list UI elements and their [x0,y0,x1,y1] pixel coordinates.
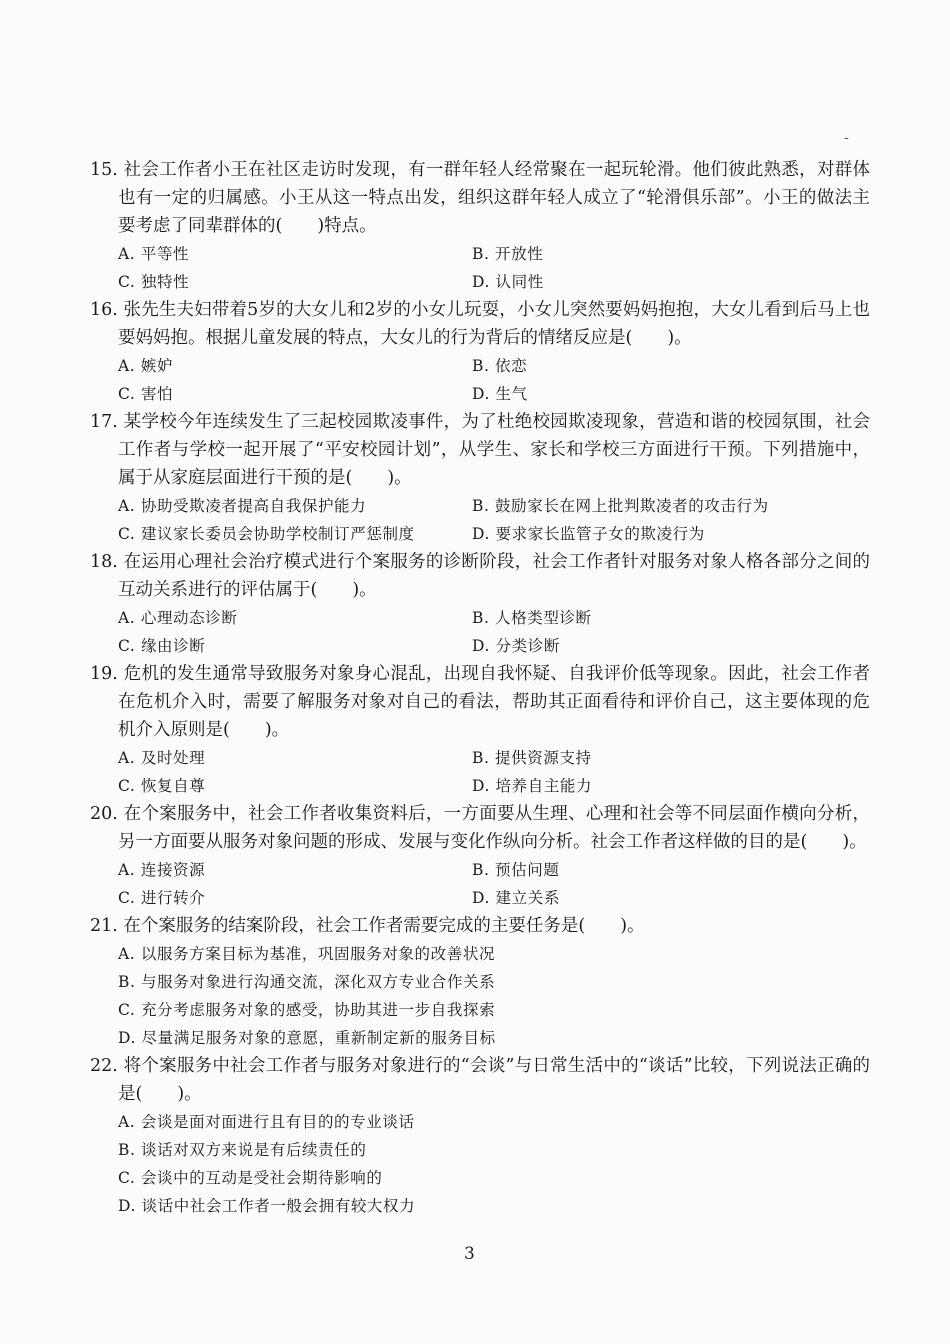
option-b[interactable]: B. 谈话对双方来说是有后续责任的 [118,1141,367,1159]
question-18 [90,548,870,660]
option-d[interactable]: D. 培养自主能力 [472,777,593,795]
question-stem: 15. 社会工作者小王在社区走访时发现，有一群年轻人经常聚在一起玩轮滑。他们彼此熟悉，对群体也有一定的归属感。小王从这一特点出发，组织这群年轻人成立了“轮滑俱乐部”。小王的做法主要考虑了同辈群体的( )特点。 [90,160,870,236]
question-stem: 17. 某学校今年连续发生了三起校园欺凌事件，为了杜绝校园欺凌现象，营造和谐的校园氛围，社会工作者与学校一起开展了“平安校园计划”，从学生、家长和学校三方面进行干预。下列措施中，属于从家庭层面进行干预的是( )。 [90,412,870,488]
option-b[interactable]: B. 与服务对象进行沟通交流，深化双方专业合作关系 [118,973,496,991]
option-a[interactable]: A. 平等性 [118,245,190,263]
option-d[interactable]: D. 生气 [472,385,528,403]
option-c[interactable]: C. 独特性 [118,273,190,291]
question-21 [90,912,870,1052]
question-22 [90,1052,870,1220]
option-b[interactable]: B. 开放性 [472,245,544,263]
option-list [90,352,870,408]
question-stem: 20. 在个案服务中，社会工作者收集资料后，一方面要从生理、心理和社会等不同层面作横向分析，另一方面要从服务对象问题的形成、发展与变化作纵向分析。社会工作者这样做的目的是( )。 [90,804,870,852]
option-a[interactable]: A. 协助受欺凌者提高自我保护能力 [118,497,367,515]
page-number: 3 [464,1244,475,1264]
option-list [90,604,870,660]
option-list [90,492,870,548]
option-c[interactable]: C. 恢复自尊 [118,777,206,795]
option-a[interactable]: A. 及时处理 [118,749,206,767]
option-list [90,856,870,912]
option-list [90,940,870,1052]
option-c[interactable]: C. 会谈中的互动是受社会期待影响的 [118,1169,383,1187]
option-c[interactable]: C. 充分考虑服务对象的感受，协助其进一步自我探索 [118,1001,496,1019]
option-list [90,744,870,800]
option-a[interactable]: A. 会谈是面对面进行且有目的的专业谈话 [118,1113,415,1131]
option-a[interactable]: A. 心理动态诊断 [118,609,238,627]
corner-mark: - [844,130,849,146]
option-a[interactable]: A. 以服务方案目标为基准，巩固服务对象的改善状况 [118,945,496,963]
question-19 [90,660,870,800]
option-c[interactable]: C. 进行转介 [118,889,206,907]
question-20 [90,800,870,912]
option-a[interactable]: A. 连接资源 [118,861,206,879]
question-stem: 16. 张先生夫妇带着5岁的大女儿和2岁的小女儿玩耍，小女儿突然要妈妈抱抱，大女儿看到后马上也要妈妈抱。根据儿童发展的特点，大女儿的行为背后的情绪反应是( )。 [90,300,870,348]
option-c[interactable]: C. 建议家长委员会协助学校制订严惩制度 [118,525,415,543]
question-17 [90,408,870,548]
option-d[interactable]: D. 建立关系 [472,889,560,907]
option-list [90,1108,870,1220]
option-d[interactable]: D. 尽量满足服务对象的意愿，重新制定新的服务目标 [118,1029,496,1047]
question-stem: 22. 将个案服务中社会工作者与服务对象进行的“会谈”与日常生活中的“谈话”比较，下列说法正确的是( )。 [90,1056,870,1104]
option-b[interactable]: B. 预估问题 [472,861,560,879]
question-list [90,156,870,1220]
option-b[interactable]: B. 提供资源支持 [472,749,592,767]
option-d[interactable]: D. 分类诊断 [472,637,560,655]
option-c[interactable]: C. 缘由诊断 [118,637,206,655]
option-c[interactable]: C. 害怕 [118,385,174,403]
question-stem: 19. 危机的发生通常导致服务对象身心混乱，出现自我怀疑、自我评价低等现象。因此，社会工作者在危机介入时，需要了解服务对象对自己的看法，帮助其正面看待和评价自己，这主要体现的危机介入原则是( )。 [90,664,870,740]
option-list [90,240,870,296]
option-d[interactable]: D. 认同性 [472,273,544,291]
question-15 [90,156,870,296]
question-stem: 21. 在个案服务的结案阶段，社会工作者需要完成的主要任务是( )。 [90,916,645,936]
option-d[interactable]: D. 谈话中社会工作者一般会拥有较大权力 [118,1197,416,1215]
question-16 [90,296,870,408]
question-stem: 18. 在运用心理社会治疗模式进行个案服务的诊断阶段，社会工作者针对服务对象人格各部分之间的互动关系进行的评估属于( )。 [90,552,870,600]
option-b[interactable]: B. 人格类型诊断 [472,609,592,627]
option-b[interactable]: B. 鼓励家长在网上批判欺凌者的攻击行为 [472,497,769,515]
option-d[interactable]: D. 要求家长监管子女的欺凌行为 [472,525,705,543]
option-a[interactable]: A. 嫉妒 [118,357,174,375]
option-b[interactable]: B. 依恋 [472,357,528,375]
